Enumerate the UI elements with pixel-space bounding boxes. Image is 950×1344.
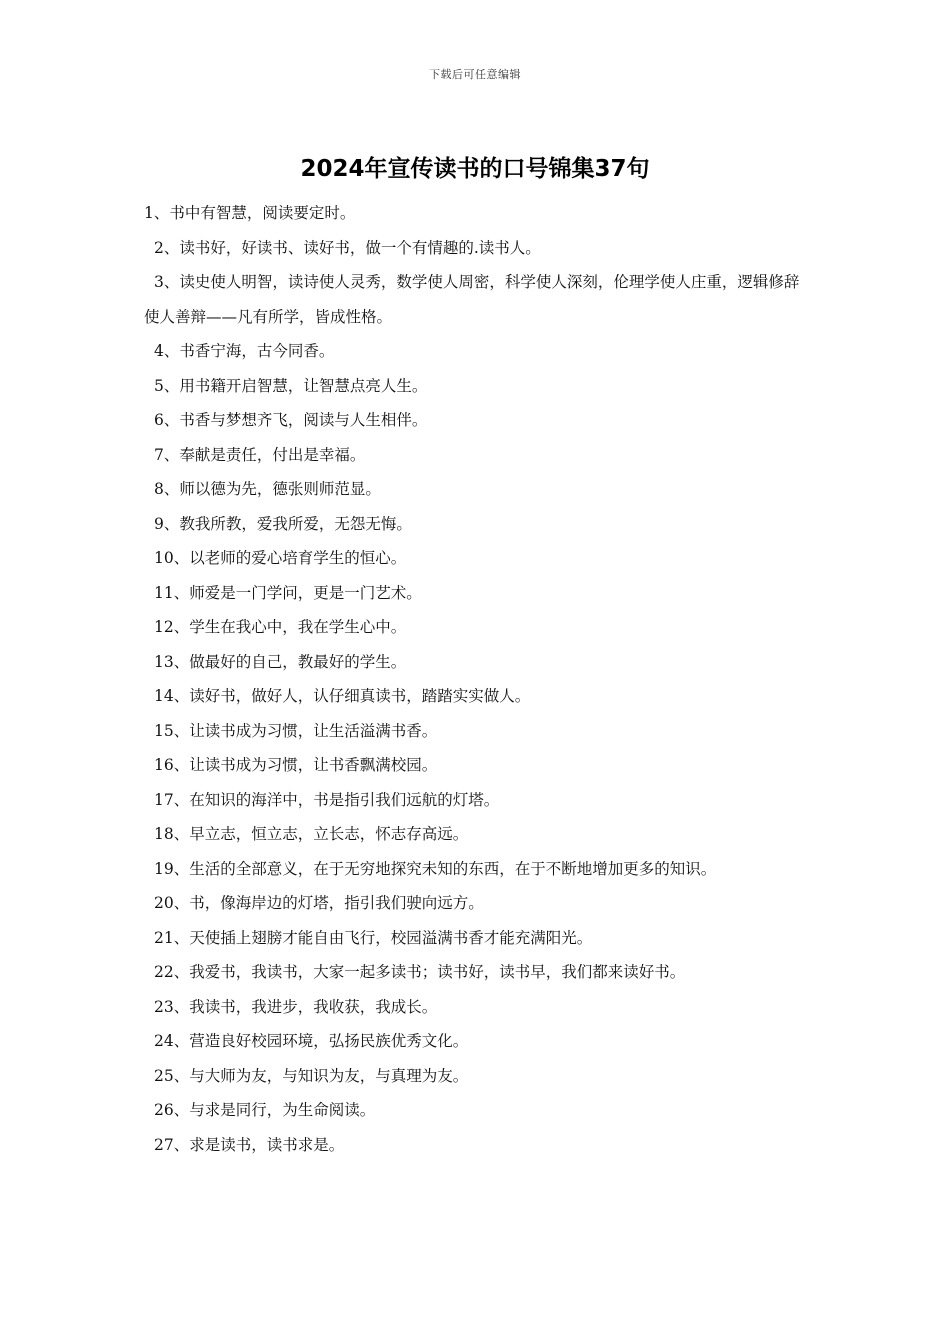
slogan-item: 16、让读书成为习惯，让书香飘满校园。 xyxy=(154,756,438,774)
slogan-item: 24、营造良好校园环境，弘扬民族优秀文化。 xyxy=(154,1032,469,1050)
slogan-item: 15、让读书成为习惯，让生活溢满书香。 xyxy=(154,721,438,740)
document-title: 2024年宣传读书的口号锦集37句 xyxy=(300,156,650,182)
slogan-item: 23、我读书，我进步，我收获，我成长。 xyxy=(154,997,438,1016)
slogan-item: 13、做最好的自己，教最好的学生。 xyxy=(154,652,407,671)
slogan-list xyxy=(144,196,808,1162)
slogan-item: 9、教我所教，爱我所爱，无怨无悔。 xyxy=(154,514,412,533)
slogan-item: 2、读书好，好读书、读好书，做一个有情趣的.读书人。 xyxy=(154,238,541,257)
slogan-item: 12、学生在我心中，我在学生心中。 xyxy=(154,618,407,636)
slogan-item: 14、读好书，做好人，认仔细真读书，踏踏实实做人。 xyxy=(154,687,531,705)
slogan-item: 25、与大师为友，与知识为友，与真理为友。 xyxy=(154,1066,469,1085)
slogan-item: 20、书，像海岸边的灯塔，指引我们驶向远方。 xyxy=(154,894,484,912)
slogan-item: 1、书中有智慧，阅读要定时。 xyxy=(144,204,356,222)
slogan-item: 17、在知识的海洋中，书是指引我们远航的灯塔。 xyxy=(154,790,500,809)
slogan-item: 22、我爱书，我读书，大家一起多读书；读书好，读书早，我们都来读好书。 xyxy=(154,963,686,981)
slogan-item: 18、早立志，恒立志，立长志，怀志存高远。 xyxy=(154,825,469,843)
page-header-note: 下载后可任意编辑 xyxy=(429,68,521,81)
slogan-item: 10、以老师的爱心培育学生的恒心。 xyxy=(154,549,407,567)
slogan-item: 6、书香与梦想齐飞，阅读与人生相伴。 xyxy=(154,411,428,429)
slogan-item: 21、天使插上翅膀才能自由飞行，校园溢满书香才能充满阳光。 xyxy=(154,928,593,947)
slogan-item: 5、用书籍开启智慧，让智慧点亮人生。 xyxy=(154,376,428,395)
slogan-item: 27、求是读书，读书求是。 xyxy=(154,1135,345,1154)
slogan-item: 3、读史使人明智，读诗使人灵秀，数学使人周密，科学使人深刻，伦理学使人庄重，逻辑修辞使人善辩——凡有所学，皆成性格。 xyxy=(144,273,800,326)
slogan-item: 26、与求是同行，为生命阅读。 xyxy=(154,1101,376,1119)
slogan-item: 8、师以德为先，德张则师范显。 xyxy=(154,480,381,498)
slogan-item: 7、奉献是责任，付出是幸福。 xyxy=(154,445,366,464)
slogan-item: 19、生活的全部意义，在于无穷地探究未知的东西，在于不断地增加更多的知识。 xyxy=(154,859,717,878)
slogan-item: 4、书香宁海，古今同香。 xyxy=(154,342,335,360)
slogan-item: 11、师爱是一门学问，更是一门艺术。 xyxy=(154,583,422,602)
